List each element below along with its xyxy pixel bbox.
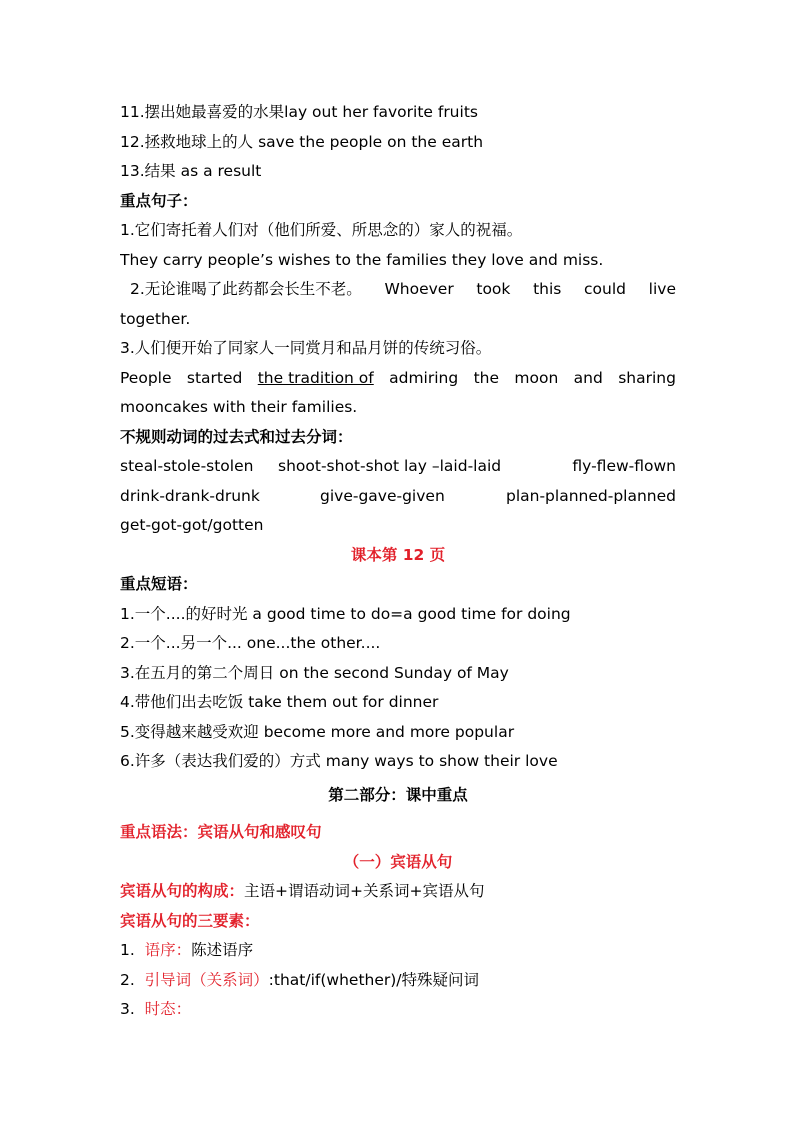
three-elements-heading: 宾语从句的三要素： xyxy=(120,911,260,930)
phrase-13: 13.结果 as a result xyxy=(120,162,262,180)
element-1-text: 陈述语序 xyxy=(191,941,254,959)
sentence-3-word: People xyxy=(120,368,172,387)
phrase-12: 12.拯救地球上的人 save the people on the earth xyxy=(120,132,484,151)
document-page xyxy=(120,98,676,1025)
part-two-heading: 第二部分：课中重点 xyxy=(328,785,468,804)
sentence-2-word: live xyxy=(648,280,676,298)
phrase-p12-2: 2.一个...另一个... one...the other.... xyxy=(120,634,381,652)
element-3-label: 时态： xyxy=(144,1000,192,1018)
irregular-verb: fly-flew-flown xyxy=(572,457,676,475)
sentence-2-line xyxy=(120,275,676,305)
sentence-3-word: admiring xyxy=(389,368,459,387)
structure-label: 宾语从句的构成： xyxy=(120,882,245,900)
element-2-text: :that/if(whether)/特殊疑问词 xyxy=(268,970,480,989)
irregular-verb: give-gave-given xyxy=(320,486,445,505)
phrase-p12-3: 3.在五月的第二个周日 on the second Sunday of May xyxy=(120,663,509,682)
sentence-3-word: the xyxy=(473,368,500,387)
irregular-verb: shoot-shot-shot lay –laid-laid xyxy=(278,457,502,475)
sentence-3-word: moon xyxy=(514,368,559,387)
phrase-p12-5: 5.变得越来越受欢迎 become more and more popular xyxy=(120,722,515,741)
element-number: 3. xyxy=(120,1000,135,1018)
sentence-2-continuation: together. xyxy=(120,309,191,328)
grammar-heading: 重点语法：宾语从句和感叹句 xyxy=(120,823,322,841)
sentence-3-word: and xyxy=(573,368,603,387)
phrase-p12-1: 1.一个....的好时光 a good time to do=a good time for doing xyxy=(120,604,571,623)
irregular-verbs-heading: 不规则动词的过去式和过去分词： xyxy=(120,427,353,446)
sentence-2-word: could xyxy=(584,280,626,298)
sentence-2-word: this xyxy=(533,280,562,298)
element-3 xyxy=(120,995,676,1025)
sentence-2-word: took xyxy=(476,280,511,298)
irregular-verb: plan-planned-planned xyxy=(506,486,676,505)
phrase-p12-4: 4.带他们出去吃饭 take them out for dinner xyxy=(120,693,439,711)
sentence-2-chinese: 2.无论谁喝了此药都会长生不老。 xyxy=(130,280,362,298)
irregular-verbs-row-1 xyxy=(120,452,676,482)
sentence-3-continuation: mooncakes with their families. xyxy=(120,398,358,416)
sentence-2-word: Whoever xyxy=(384,280,454,298)
key-phrases-heading: 重点短语： xyxy=(120,575,198,593)
element-number: 2. xyxy=(120,970,135,989)
element-2 xyxy=(120,966,676,996)
element-1-label: 语序： xyxy=(144,941,192,959)
sentence-3-underlined-phrase: the tradition of xyxy=(257,368,374,387)
irregular-verbs-row-3: get-got-got/gotten xyxy=(120,516,264,534)
sentence-3-word: started xyxy=(186,368,243,387)
sentence-1-chinese: 1.它们寄托着人们对（他们所爱、所思念的）家人的祝福。 xyxy=(120,221,523,239)
element-1 xyxy=(120,936,676,966)
sentence-3-line xyxy=(120,364,676,394)
phrase-11: 11.摆出她最喜爱的水果lay out her favorite fruits xyxy=(120,103,478,121)
irregular-verb: drink-drank-drunk xyxy=(120,486,260,505)
sentence-3-word: sharing xyxy=(618,368,676,387)
structure-line xyxy=(120,877,676,907)
phrase-p12-6: 6.许多（表达我们爱的）方式 many ways to show their love xyxy=(120,752,558,770)
sentence-1-english: They carry people’s wishes to the families they love and miss. xyxy=(120,250,604,269)
sentence-3-chinese: 3.人们便开始了同家人一同赏月和品月饼的传统习俗。 xyxy=(120,339,492,357)
element-2-label: 引导词（关系词） xyxy=(144,970,269,989)
irregular-verbs-row-2 xyxy=(120,482,676,512)
object-clause-heading: （一）宾语从句 xyxy=(343,852,453,871)
structure-text: 主语+谓语动词+关系词+宾语从句 xyxy=(244,882,485,900)
irregular-verb: steal-stole-stolen xyxy=(120,457,254,475)
page-12-heading: 课本第 12 页 xyxy=(350,545,446,564)
element-number: 1. xyxy=(120,941,135,959)
key-sentences-heading: 重点句子： xyxy=(120,191,198,210)
